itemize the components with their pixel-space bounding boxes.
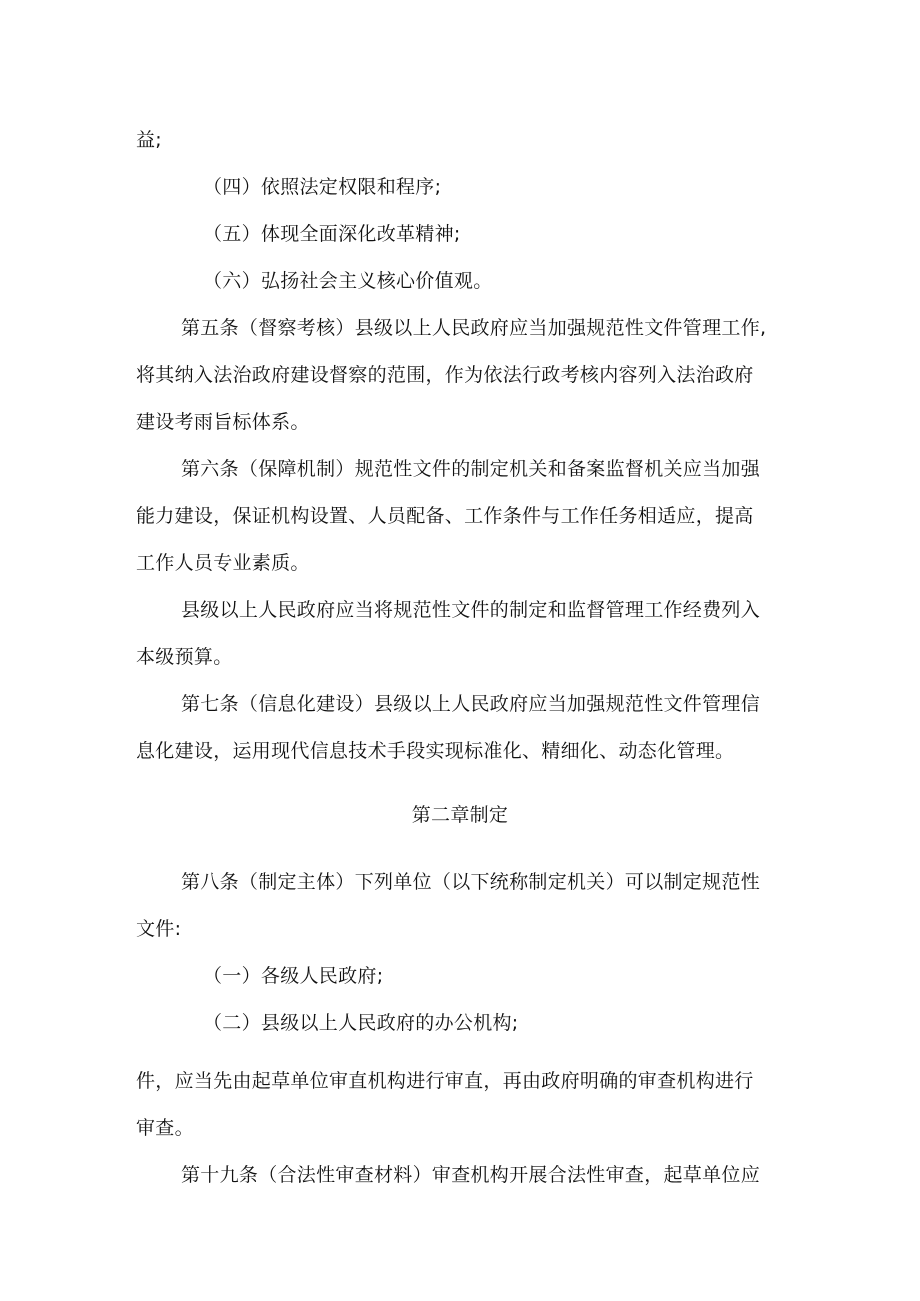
text-line: 审查。 xyxy=(136,1117,194,1139)
article-line: 第十九条（合法性审查材料）审查机构开展合法性审查，起草单位应 xyxy=(181,1164,761,1186)
list-item: （五）体现全面深化改革精神; xyxy=(203,223,461,245)
text-line: 将其纳入法治政府建设督察的范围，作为依法行政考核内容列入法治政府 xyxy=(136,364,754,386)
list-item: （四）依照法定权限和程序; xyxy=(203,176,442,198)
text-line: 益; xyxy=(136,129,163,151)
text-line: 工作人员专业素质。 xyxy=(136,552,310,574)
article-line: 第六条（保障机制）规范性文件的制定机关和备案监督机关应当加强 xyxy=(181,458,761,480)
text-line: 建设考雨旨标体系。 xyxy=(136,411,310,433)
list-item: （一）各级人民政府; xyxy=(203,965,384,987)
text-line: 能力建设，保证机构设置、人员配备、工作条件与工作任务相适应，提高 xyxy=(136,505,754,527)
text-line: 件，应当先由起草单位审直机构进行审直，再由政府明确的审查机构进行 xyxy=(136,1070,754,1092)
chapter-heading: 第二章制定 xyxy=(411,804,509,826)
article-line: 第八条（制定主体）下列单位（以下统称制定机关）可以制定规范性 xyxy=(181,871,761,893)
text-line: 文件: xyxy=(136,918,182,940)
text-line: 本级预算。 xyxy=(136,646,233,668)
article-line: 第七条（信息化建设）县级以上人民政府应当加强规范性文件管理信 xyxy=(181,693,761,715)
paragraph-line: 县级以上人民政府应当将规范性文件的制定和监督管理工作经费列入 xyxy=(181,599,761,621)
list-item: （二）县级以上人民政府的办公机构; xyxy=(203,1012,519,1034)
article-line: 第五条（督察考核）县级以上人民政府应当加强规范性文件管理工作, xyxy=(181,317,767,339)
text-line: 息化建设，运用现代信息技术手段实现标准化、精细化、动态化管理。 xyxy=(136,740,735,762)
list-item: （六）弘扬社会主义核心价值观。 xyxy=(203,270,493,292)
